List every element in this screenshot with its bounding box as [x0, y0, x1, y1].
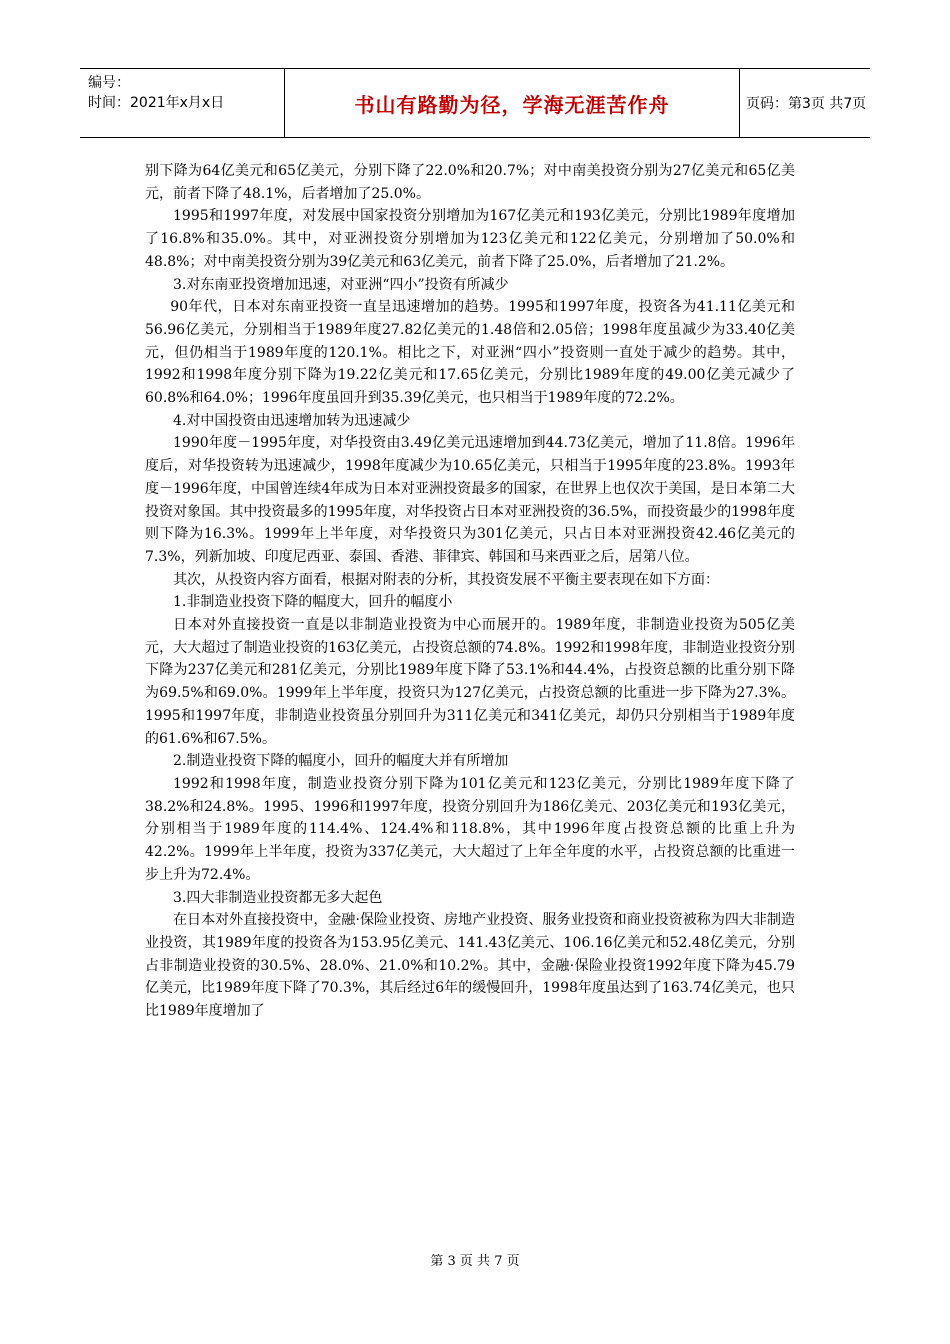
- section-heading: 3.四大非制造业投资都无多大起色: [173, 889, 383, 906]
- header-motto-cell: [285, 69, 740, 137]
- section-heading: 1.非制造业投资下降的幅度大，回升的幅度小: [173, 594, 453, 611]
- section-heading: 2.制造业投资下降的幅度小，回升的幅度大并有所增加: [173, 753, 509, 770]
- paragraph: 90年代，日本对东南亚投资一直呈迅速增加的趋势。1995和1997年度，投资各为41.11亿美元和56.96亿美元，分别相当于1989年度27.82亿美元的1.48倍和2.05倍；1998年度虽减少为33.40亿美元，但仍相当于1989年度的120.1%。相比之下，对亚洲“四小”投资则一直处于减少的趋势。其中，1992和1998年度分别下降为19.22亿美元和17.65亿美元，分别比1989年度的49.00亿美元减少了60.8%和64.0%；1996年度虽回升到35.39亿美元，也只相当于1989年度的72.2%。: [145, 299, 795, 407]
- paragraph: 1992和1998年度，制造业投资分别下降为101亿美元和123亿美元，分别比1989年度下降了38.2%和24.8%。1995、1996和1997年度，投资分别回升为186亿美元、203亿美元和193亿美元，分别相当于1989年度的114.4%、124.4%和118.8%，其中1996年度占投资总额的比重上升为42.2%。1999年上半年度，投资为337亿美元，大大超过了上年全年度的水平，占投资总额的比重进一步上升为72.4%。: [145, 775, 795, 883]
- page-footer: [0, 1250, 950, 1269]
- paragraph-continuation: 别下降为64亿美元和65亿美元，分别下降了22.0%和20.7%；对中南美投资分别为27亿美元和65亿美元，前者下降了48.1%，后者增加了25.0%。: [145, 163, 795, 202]
- header-meta: [80, 69, 285, 137]
- document-number-label: 编号：: [88, 75, 130, 91]
- section-heading: 4.对中国投资由迅速增加转为迅速减少: [173, 412, 411, 429]
- header-motto: 书山有路勤为径，学海无涯苦作舟: [354, 92, 670, 117]
- paragraph: 1990年度－1995年度，对华投资由3.49亿美元迅速增加到44.73亿美元，增加了11.8倍。1996年度后，对华投资转为迅速减少，1998年度减少为10.65亿美元，只相当于1995年度的23.8%。1993年度－1996年度，中国曾连续4年成为日本对亚洲投资最多的国家，在世界上也仅次于美国，是日本第二大投资对象国。其中投资最多的1995年度，对华投资占日本对亚洲投资的36.5%，而投资最少的1998年度则下降为16.3%。1999年上半年度，对华投资只为301亿美元，只占日本对亚洲投资42.46亿美元的7.3%，列新加坡、印度尼西亚、泰国、香港、菲律宾、韩国和马来西亚之后，居第八位。: [145, 435, 795, 565]
- paragraph: 在日本对外直接投资中，金融·保险业投资、房地产业投资、服务业投资和商业投资被称为四大非制造业投资，其1989年度的投资各为153.95亿美元、141.43亿美元、106.16亿美元和52.48亿美元，分别占非制造业投资的30.5%、28.0%、21.0%和10.2%。其中，金融·保险业投资1992年度下降为45.79亿美元，比1989年度下降了70.3%，其后经过6年的缓慢回升，1998年度虽达到了163.74亿美元，也只比1989年度增加了: [145, 912, 795, 1020]
- header-page-code: 页码：第3页 共7页: [746, 96, 867, 112]
- footer-page-number: 第 3 页 共 7 页: [430, 1254, 520, 1269]
- page-header: [80, 68, 870, 138]
- paragraph: 其次，从投资内容方面看，根据对附表的分析，其投资发展不平衡主要表现在如下方面：: [173, 571, 719, 588]
- document-time-label: 时间：2021年x月x日: [88, 95, 225, 111]
- paragraph: 1995和1997年度，对发展中国家投资分别增加为167亿美元和193亿美元，分别比1989年度增加了16.8%和35.0%。其中，对亚洲投资分别增加为123亿美元和122亿美元，分别增加了50.0%和48.8%；对中南美投资分别为39亿美元和63亿美元，前者下降了25.0%，后者增加了21.2%。: [145, 208, 795, 270]
- header-page-cell: [740, 69, 870, 137]
- paragraph: 日本对外直接投资一直是以非制造业投资为中心而展开的。1989年度，非制造业投资为505亿美元，大大超过了制造业投资的163亿美元，占投资总额的74.8%。1992和1998年度，非制造业投资分别下降为237亿美元和281亿美元，分别比1989年度下降了53.1%和44.4%，占投资总额的比重分别下降为69.5%和69.0%。1999年上半年度，投资只为127亿美元，占投资总额的比重进一步下降为27.3%。1995和1997年度，非制造业投资虽分别回升为311亿美元和341亿美元，却仍只分别相当于1989年度的61.6%和67.5%。: [145, 617, 795, 747]
- section-heading: 3.对东南亚投资增加迅速，对亚洲“四小”投资有所减少: [173, 276, 509, 293]
- document-body: [145, 160, 795, 1023]
